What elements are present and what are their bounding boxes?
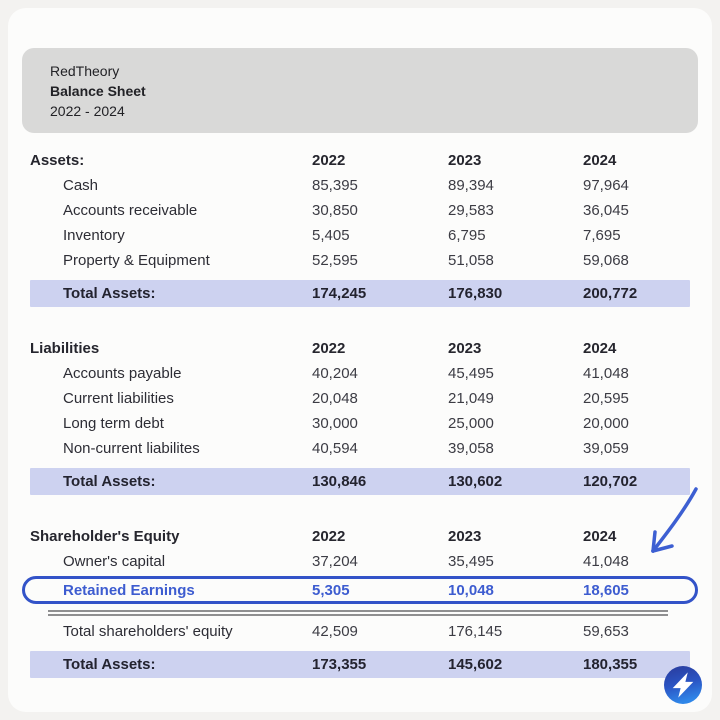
arrow-down-left-icon xyxy=(640,483,702,561)
column-header-2022: 2022 xyxy=(312,152,346,169)
row-label: Accounts receivable xyxy=(63,202,198,219)
column-header-2023: 2023 xyxy=(448,340,482,357)
cell-2022: 37,204 xyxy=(312,553,358,570)
liabilities-section xyxy=(30,336,690,495)
cell-2024: 41,048 xyxy=(583,365,629,382)
assets-section xyxy=(30,148,690,307)
table-row-highlighted xyxy=(25,579,695,601)
cell-2023: 176,145 xyxy=(448,623,503,640)
table-row xyxy=(30,386,690,411)
cell-2022: 20,048 xyxy=(312,390,358,407)
cell-2024: 59,653 xyxy=(583,623,629,640)
total-2022: 130,846 xyxy=(312,473,367,490)
cell-2023: 51,058 xyxy=(448,252,494,269)
row-label: Owner's capital xyxy=(63,553,166,570)
row-label: Cash xyxy=(63,177,99,194)
total-2023: 145,602 xyxy=(448,656,503,673)
lightning-bolt-logo-icon xyxy=(664,666,702,704)
column-header-2023: 2023 xyxy=(448,528,482,545)
total-2023: 130,602 xyxy=(448,473,503,490)
balance-sheet-table xyxy=(30,148,690,678)
table-row xyxy=(30,436,690,461)
total-2022: 174,245 xyxy=(312,285,367,302)
cell-2024: 7,695 xyxy=(583,227,621,244)
cell-2024: 97,964 xyxy=(583,177,629,194)
cell-2023: 25,000 xyxy=(448,415,494,432)
row-label: Total shareholders' equity xyxy=(63,623,233,640)
cell-2024: 18,605 xyxy=(583,581,629,599)
cell-2022: 40,594 xyxy=(312,440,358,457)
row-label: Retained Earnings xyxy=(63,581,195,599)
cell-2023: 29,583 xyxy=(448,202,494,219)
section-header-row xyxy=(30,148,690,173)
cell-2023: 10,048 xyxy=(448,581,494,599)
retained-earnings-circle-annotation xyxy=(22,576,698,604)
cell-2022: 40,204 xyxy=(312,365,358,382)
table-row xyxy=(30,198,690,223)
table-row xyxy=(30,411,690,436)
total-row xyxy=(30,468,690,495)
report-period: 2022 - 2024 xyxy=(50,103,125,119)
cell-2023: 35,495 xyxy=(448,553,494,570)
total-label: Total Assets: xyxy=(63,473,156,490)
cell-2022: 42,509 xyxy=(312,623,358,640)
cell-2022: 5,305 xyxy=(312,581,350,599)
total-row xyxy=(30,280,690,307)
cell-2024: 59,068 xyxy=(583,252,629,269)
table-row xyxy=(30,248,690,273)
company-name: RedTheory xyxy=(50,63,120,79)
section-header-row xyxy=(30,524,690,549)
row-label: Accounts payable xyxy=(63,365,182,382)
table-row xyxy=(30,223,690,248)
cell-2024: 39,059 xyxy=(583,440,629,457)
cell-2022: 5,405 xyxy=(312,227,350,244)
cell-2022: 85,395 xyxy=(312,177,358,194)
total-2022: 173,355 xyxy=(312,656,367,673)
total-2023: 176,830 xyxy=(448,285,503,302)
column-header-2024: 2024 xyxy=(583,340,617,357)
balance-sheet-card xyxy=(8,8,712,712)
total-label: Total Assets: xyxy=(63,285,156,302)
column-header-2023: 2023 xyxy=(448,152,482,169)
cell-2023: 21,049 xyxy=(448,390,494,407)
cell-2022: 30,000 xyxy=(312,415,358,432)
total-2024: 120,702 xyxy=(583,473,638,490)
cell-2022: 52,595 xyxy=(312,252,358,269)
row-label: Current liabilities xyxy=(63,390,174,407)
column-header-2022: 2022 xyxy=(312,528,346,545)
total-row xyxy=(30,651,690,678)
section-title: Shareholder's Equity xyxy=(30,528,180,545)
cell-2024: 20,000 xyxy=(583,415,629,432)
table-row xyxy=(30,619,690,644)
table-row xyxy=(30,173,690,198)
double-rule xyxy=(48,610,668,616)
document-title: Balance Sheet xyxy=(50,83,146,99)
total-label: Total Assets: xyxy=(63,656,156,673)
column-header-2024: 2024 xyxy=(583,152,617,169)
cell-2023: 39,058 xyxy=(448,440,494,457)
total-2024: 180,355 xyxy=(583,656,638,673)
cell-2022: 30,850 xyxy=(312,202,358,219)
cell-2024: 20,595 xyxy=(583,390,629,407)
cell-2023: 45,495 xyxy=(448,365,494,382)
row-label: Inventory xyxy=(63,227,125,244)
cell-2023: 89,394 xyxy=(448,177,494,194)
section-title: Assets: xyxy=(30,152,85,169)
cell-2024: 41,048 xyxy=(583,553,629,570)
document-header xyxy=(22,48,698,133)
section-header-row xyxy=(30,336,690,361)
cell-2023: 6,795 xyxy=(448,227,486,244)
row-label: Non-current liabilites xyxy=(63,440,200,457)
section-title: Liabilities xyxy=(30,340,100,357)
column-header-2022: 2022 xyxy=(312,340,346,357)
table-row xyxy=(30,549,690,574)
row-label: Long term debt xyxy=(63,415,164,432)
row-label: Property & Equipment xyxy=(63,252,210,269)
total-2024: 200,772 xyxy=(583,285,638,302)
table-row xyxy=(30,361,690,386)
cell-2024: 36,045 xyxy=(583,202,629,219)
column-header-2024: 2024 xyxy=(583,528,617,545)
equity-section xyxy=(30,524,690,678)
